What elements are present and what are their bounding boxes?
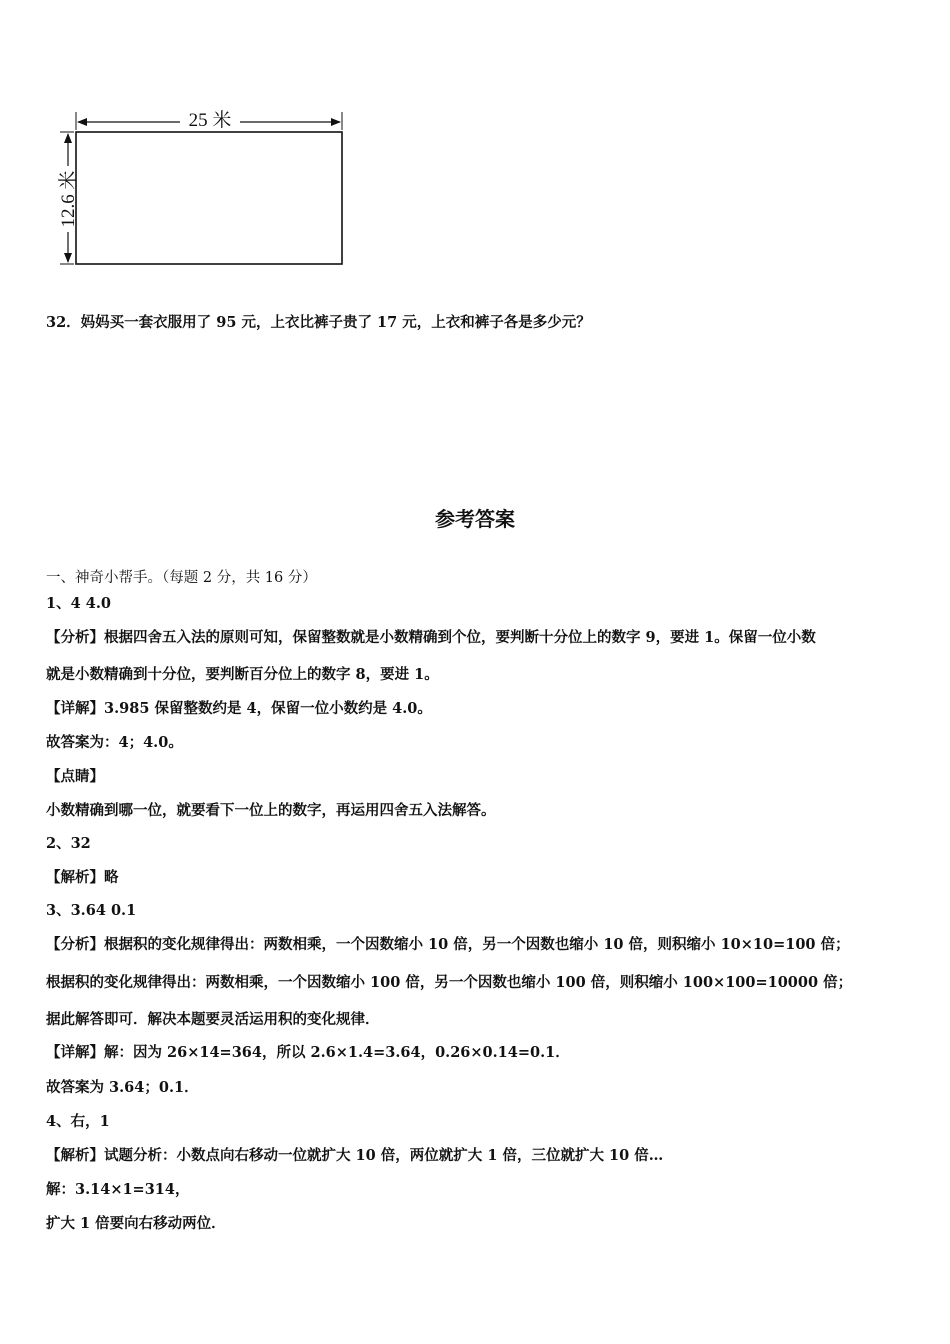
answer-line: 【分析】根据积的变化规律得出：两数相乘，一个因数缩小 10 倍，另一个因数也缩小 10 倍，则积缩小 10×10=100 倍； [46, 936, 850, 953]
arrow-left-icon [77, 118, 87, 126]
answer-line: 小数精确到哪一位，就要看下一位上的数字，再运用四舍五入法解答。 [46, 802, 496, 819]
answer-line: 故答案为：4；4.0。 [46, 734, 183, 751]
answer-line: 根据积的变化规律得出：两数相乘，一个因数缩小 100 倍，另一个因数也缩小 100 倍，则积缩小 100×100=10000 倍； [46, 974, 853, 991]
arrow-up-icon [64, 133, 72, 143]
answer-line: 【详解】3.985 保留整数约是 4，保留一位小数约是 4.0。 [46, 700, 432, 717]
answer-line: 3、3.64 0.1 [46, 902, 137, 919]
answer-line: 故答案为 3.64；0.1． [46, 1079, 199, 1096]
height-label: 12.6 米 [58, 170, 79, 228]
answer-line: 4、右，1 [46, 1113, 110, 1130]
answer-line: 【点睛】 [46, 768, 104, 785]
answer-line: 【解析】略 [46, 869, 119, 886]
answer-line: 2、32 [46, 835, 91, 852]
answer-line: 解：3.14×1=314， [46, 1181, 190, 1198]
answer-line: 扩大 1 倍要向右移动两位． [46, 1215, 226, 1232]
rectangle-diagram [48, 100, 358, 280]
answer-line: 【分析】根据四舍五入法的原则可知，保留整数就是小数精确到个位，要判断十分位上的数字 9，要进 1。保留一位小数 [46, 629, 816, 646]
answer-line: 就是小数精确到十分位，要判断百分位上的数字 8，要进 1。 [46, 666, 439, 683]
answer-line: 据此解答即可．解决本题要灵活运用积的变化规律． [46, 1011, 380, 1028]
rectangle [76, 132, 342, 264]
section-heading: 一、神奇小帮手。（每题 2 分，共 16 分） [46, 570, 317, 586]
answer-line: 【详解】解：因为 26×14=364，所以 2.6×1.4=3.64，0.26×0.14=0.1． [46, 1044, 570, 1061]
answer-title: 参考答案 [435, 507, 515, 531]
arrow-right-icon [331, 118, 341, 126]
width-label: 25 米 [188, 110, 232, 131]
arrow-down-icon [64, 253, 72, 263]
answer-line: 1、4 4.0 [46, 595, 111, 612]
answer-line: 【解析】试题分析：小数点向右移动一位就扩大 10 倍，两位就扩大 1 倍，三位就扩大 10 倍… [46, 1147, 664, 1164]
question-32: 32．妈妈买一套衣服用了 95 元，上衣比裤子贵了 17 元，上衣和裤子各是多少元？ [46, 314, 591, 331]
